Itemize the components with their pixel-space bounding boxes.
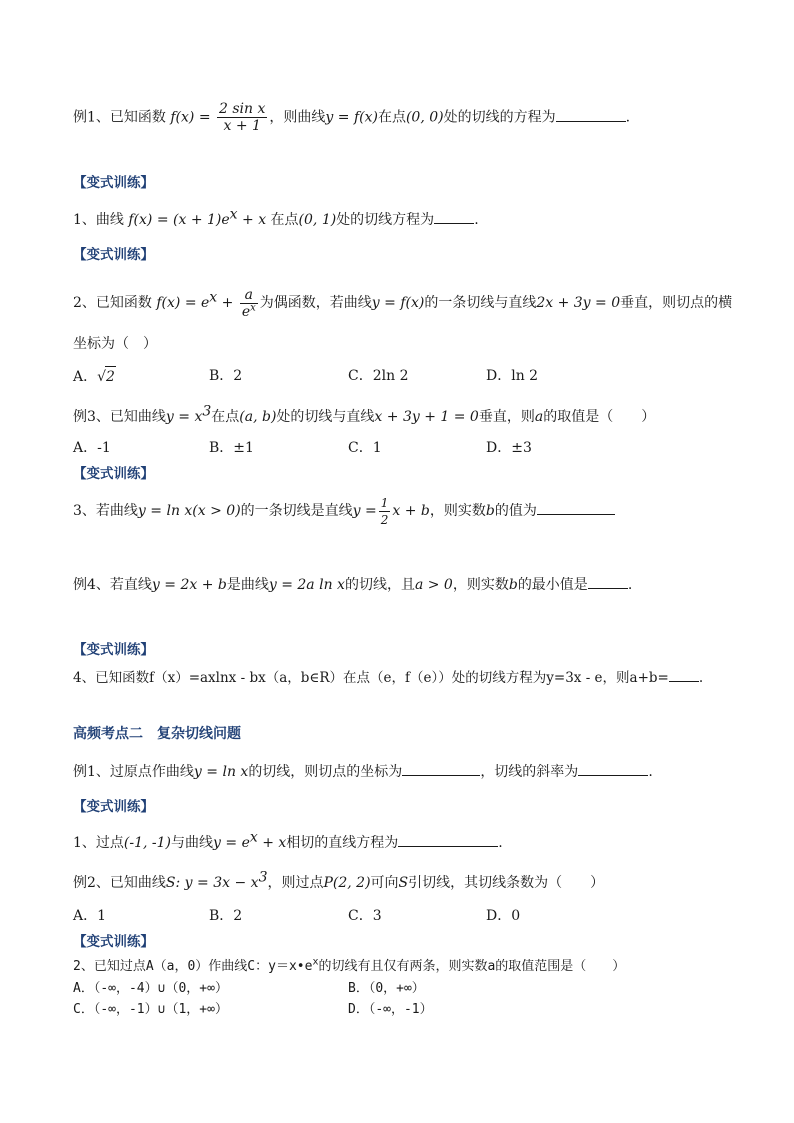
text: . xyxy=(627,577,633,593)
text: 的值为 xyxy=(494,503,537,519)
example-3 xyxy=(73,403,656,427)
section2-example-1 xyxy=(73,761,653,782)
section2-question-1 xyxy=(73,829,503,853)
text: 1、过点 xyxy=(73,835,124,851)
option-d[interactable]: D．ln 2 xyxy=(486,368,539,384)
text: 的切线，则切点的坐标为 xyxy=(248,764,403,780)
curve: y = f(x) xyxy=(371,295,425,311)
point: (a, b) xyxy=(239,409,277,425)
section2-example-2 xyxy=(73,869,605,893)
text: . xyxy=(648,764,653,780)
superscript: x xyxy=(312,956,319,968)
section-heading: 【变式训练】 xyxy=(73,466,154,482)
point: (0, 1) xyxy=(298,212,337,228)
text: 例2、已知曲线 xyxy=(73,875,166,891)
option-c[interactable]: C．2ln 2 xyxy=(348,368,409,384)
math: + x xyxy=(257,835,287,851)
question-4 xyxy=(73,667,703,688)
option-a[interactable] xyxy=(73,366,116,387)
superscript: x xyxy=(250,301,256,313)
curve: y = f(x) xyxy=(325,109,378,126)
line-equation: x + 3y + 1 = 0 xyxy=(374,409,479,425)
answer-blank[interactable] xyxy=(669,667,699,682)
math: x + b xyxy=(392,503,430,519)
fraction-numerator: a xyxy=(240,287,258,304)
option-b[interactable]: B．2 xyxy=(209,368,243,384)
text: 的取值是（ ） xyxy=(543,409,656,425)
text: 在点 xyxy=(270,212,299,228)
section-heading: 【变式训练】 xyxy=(73,247,154,263)
text: ，则实数 xyxy=(429,503,486,519)
question-1 xyxy=(73,206,479,230)
example-1-prefix: 例1、已知函数 xyxy=(73,109,166,126)
text: 处的切线的方程为 xyxy=(443,109,556,126)
option-c[interactable]: C．（-∞，-1）∪（1，+∞） xyxy=(73,1002,228,1017)
answer-blank[interactable] xyxy=(434,209,474,224)
option-d[interactable]: D．0 xyxy=(486,908,521,924)
section-heading: 【变式训练】 xyxy=(73,642,154,658)
line-equation: 2x + 3y = 0 xyxy=(536,295,621,311)
fraction xyxy=(240,287,258,320)
option-a[interactable]: A．（-∞，-4）∪（0，+∞） xyxy=(73,981,228,996)
text: 为偶函数，若曲线 xyxy=(259,295,372,311)
text: . xyxy=(698,670,704,686)
curve: S: y = 3x − x xyxy=(165,875,259,891)
example-4 xyxy=(73,574,632,595)
text: ，则曲线 xyxy=(269,109,326,126)
text: 例1、过原点作曲线 xyxy=(73,764,194,780)
fraction-numerator: 1 xyxy=(380,495,389,510)
section-heading: 【变式训练】 xyxy=(73,934,154,950)
text: 例4、若直线 xyxy=(73,577,152,593)
answer-blank[interactable] xyxy=(398,832,498,847)
text: 处的切线与直线 xyxy=(276,409,375,425)
text: 处的切线方程为 xyxy=(336,212,435,228)
text: 引切线，其切线条数为（ ） xyxy=(408,875,605,891)
text: 的一条切线与直线 xyxy=(424,295,537,311)
answer-blank[interactable] xyxy=(588,574,628,589)
text: ，切线的斜率为 xyxy=(480,764,579,780)
option-a[interactable]: A．1 xyxy=(73,908,107,924)
section-title: 高频考点二 复杂切线问题 xyxy=(73,726,241,742)
text: ，则实数 xyxy=(452,577,509,593)
line-equation: y = 2x + b xyxy=(151,577,227,593)
text: 的切线有且仅有两条，则实数a的取值范围是（ ） xyxy=(318,959,626,974)
text: 的最小值是 xyxy=(517,577,588,593)
answer-blank[interactable] xyxy=(578,761,648,776)
text: 可向 xyxy=(370,875,399,891)
text: 在点 xyxy=(211,409,240,425)
text: 例3、已知曲线 xyxy=(73,409,166,425)
condition: a > 0 xyxy=(414,577,453,593)
math: f(x) = (x + 1)e xyxy=(128,212,230,228)
math: f(x) = e xyxy=(156,295,210,311)
fraction xyxy=(217,101,267,134)
text: 是曲线 xyxy=(226,577,269,593)
variable: b xyxy=(508,577,518,593)
text: 与曲线 xyxy=(171,835,214,851)
option-b[interactable]: B．（0，+∞） xyxy=(348,981,425,996)
variable: b xyxy=(485,503,495,519)
option-b[interactable]: B．2 xyxy=(209,908,243,924)
point: (-1, -1) xyxy=(123,835,172,851)
text: 垂直，则 xyxy=(478,409,535,425)
question-3 xyxy=(73,494,615,528)
text: e xyxy=(241,303,251,320)
fraction-numerator: 2 sin x xyxy=(219,101,266,117)
fraction-denominator: 2 xyxy=(380,512,389,527)
text: 在点 xyxy=(377,109,406,126)
point: (0, 0) xyxy=(405,109,444,126)
function-def: f(x) = xyxy=(170,109,211,126)
text: . xyxy=(498,835,503,851)
variable: S xyxy=(398,875,409,891)
fraction xyxy=(379,495,391,528)
text: 的一条切线是直线 xyxy=(240,503,353,519)
fraction-denominator: x + 1 xyxy=(223,118,261,134)
curve: y = 2a ln x xyxy=(268,577,345,593)
text: 的切线，且 xyxy=(344,577,415,593)
text: 4、已知函数f（x）=axlnx - bx（a，b∈R）在点（e，f（e））处的切线方程为y=3x - e，则a+b= xyxy=(73,670,669,686)
text: 2、已知函数 xyxy=(73,295,152,311)
superscript: 3 xyxy=(202,403,212,420)
math: + x xyxy=(237,212,267,228)
text: ，则过点 xyxy=(267,875,324,891)
section2-question-2 xyxy=(73,957,625,977)
section-heading: 【变式训练】 xyxy=(73,175,154,191)
math: y = xyxy=(352,503,377,519)
option-d[interactable]: D．±3 xyxy=(486,440,532,456)
answer-blank[interactable] xyxy=(402,761,480,776)
variable: a xyxy=(534,409,544,425)
example-1 xyxy=(73,101,630,134)
text: 2、已知过点A（a，0）作曲线C：y＝x•e xyxy=(73,959,313,974)
text: 相切的直线方程为 xyxy=(286,835,399,851)
answer-blank[interactable] xyxy=(556,107,626,122)
sqrt-symbol: √ xyxy=(97,369,107,385)
superscript: x xyxy=(209,289,218,306)
text: 垂直，则切点的横 xyxy=(620,295,733,311)
curve: y = ln x xyxy=(193,764,249,780)
fraction-denominator xyxy=(240,301,258,320)
curve: y = ln x(x > 0) xyxy=(137,503,241,519)
option-c[interactable]: C．3 xyxy=(348,908,382,924)
superscript: x xyxy=(249,829,258,846)
superscript: x xyxy=(229,206,238,223)
answer-blank[interactable] xyxy=(537,500,615,515)
option-d[interactable]: D．（-∞，-1） xyxy=(348,1002,433,1017)
superscript: 3 xyxy=(258,869,268,886)
curve: y = e xyxy=(213,835,250,851)
option-label: A． xyxy=(73,369,98,385)
curve: y = x xyxy=(165,409,203,425)
option-a[interactable]: A．-1 xyxy=(73,440,111,456)
point: P(2, 2) xyxy=(323,875,371,891)
text: . xyxy=(474,212,479,228)
section-heading: 【变式训练】 xyxy=(73,799,154,815)
math: + xyxy=(217,295,234,311)
question-2-line2: 坐标为（ ） xyxy=(73,336,157,352)
text: 3、若曲线 xyxy=(73,503,138,519)
text: . xyxy=(625,109,631,126)
sqrt-value: 2 xyxy=(105,366,116,387)
option-b[interactable]: B．±1 xyxy=(209,440,254,456)
question-2 xyxy=(73,286,732,320)
text: 1、曲线 xyxy=(73,212,124,228)
option-c[interactable]: C．1 xyxy=(348,440,382,456)
